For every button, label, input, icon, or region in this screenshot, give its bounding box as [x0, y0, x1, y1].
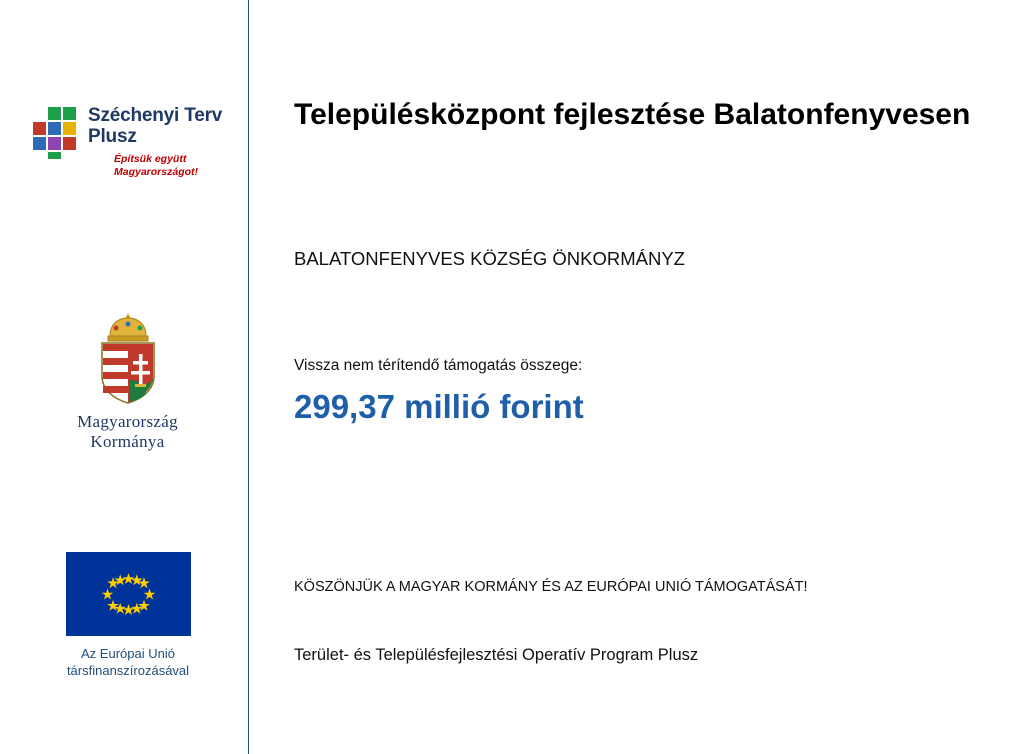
program-name: Terület- és Településfejlesztési Operatív Program Plusz	[294, 646, 699, 664]
eu-logo-caption	[43, 645, 213, 679]
content-column	[249, 0, 1024, 754]
szechenyi-slogan-line1: Építsük együtt	[114, 153, 187, 165]
european-union-flag-icon	[66, 552, 191, 636]
hungary-logo-caption	[40, 412, 215, 452]
european-union-logo	[43, 552, 213, 679]
hungary-government-logo	[40, 310, 215, 450]
szechenyi-logo-slogan	[114, 153, 198, 178]
thanks-message: KÖSZÖNJÜK A MAGYAR KORMÁNY ÉS AZ EURÓPAI UNIÓ TÁMOGATÁSÁT!	[294, 579, 808, 595]
hungary-caption-line2: Kormánya	[90, 432, 165, 451]
eu-caption-line1: Az Európai Unió	[81, 646, 175, 661]
szechenyi-logo-text	[88, 105, 238, 147]
eu-caption-line2: társfinanszírozásával	[66, 663, 190, 678]
szechenyi-slogan-line2: Magyarországot!	[114, 165, 199, 178]
organization-name: BALATONFENYVES KÖZSÉG ÖNKORMÁNYZ	[294, 248, 685, 269]
szechenyi-logo-line2: Plusz	[88, 126, 137, 147]
grant-label: Vissza nem térítendő támogatás összege:	[294, 357, 583, 374]
szechenyi-logo-line1: Széchenyi Terv	[88, 105, 223, 126]
hungarian-coat-of-arms-icon	[88, 310, 168, 406]
page-title: Településközpont fejlesztése Balatonfenyvesen	[294, 98, 971, 131]
szechenyi-terv-plusz-logo	[30, 105, 235, 185]
szechenyi-squares-icon	[30, 107, 82, 159]
hungary-caption-line1: Magyarország	[77, 412, 178, 431]
logo-column	[0, 0, 248, 754]
grant-amount: 299,37 millió forint	[294, 388, 584, 425]
